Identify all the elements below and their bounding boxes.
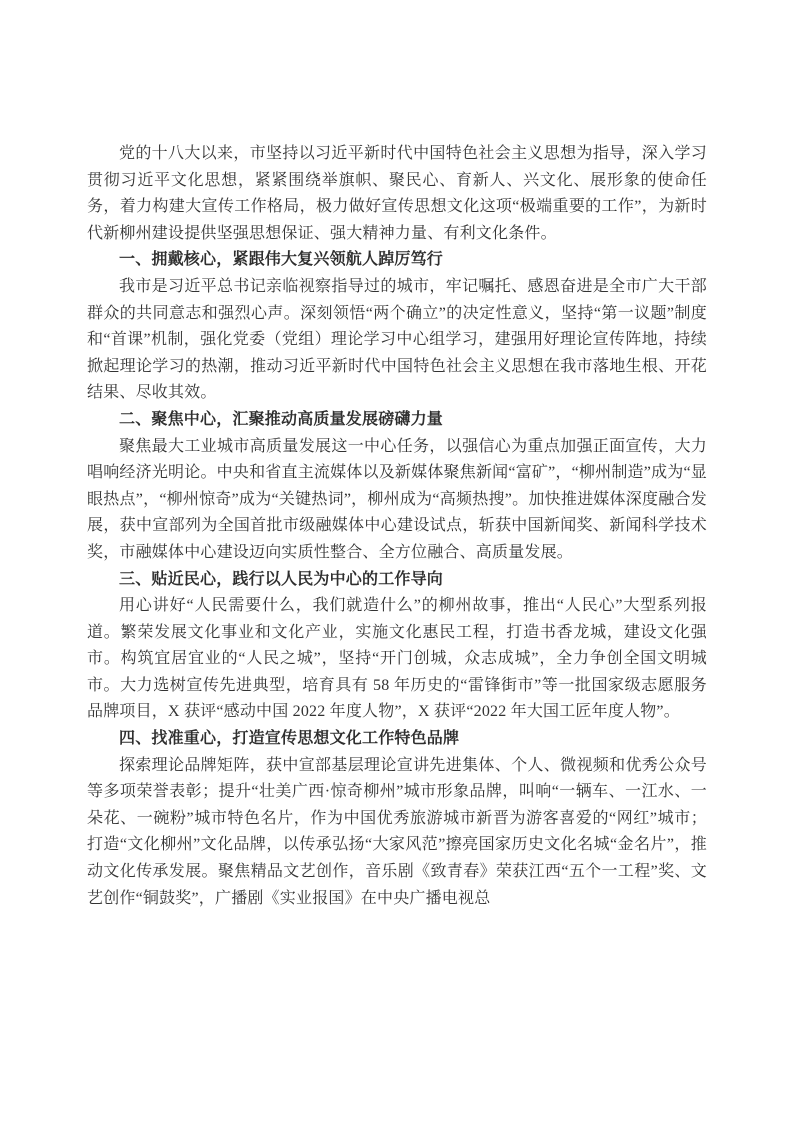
intro-paragraph: 党的十八大以来，市坚持以习近平新时代中国特色社会主义思想为指导，深入学习贯彻习近平文化思想，紧紧围绕举旗帜、聚民心、育新人、兴文化、展形象的使命任务，着力构建大宣传工作格局，极力做好宣传思想文化这项“极端重要的工作”，为新时代新柳州建设提供坚强思想保证、强大精神力量、有利文化条件。 [87,145,707,242]
section-1-paragraph: 我市是习近平总书记亲临视察指导过的城市，牢记嘱托、感恩奋进是全市广大干部群众的共同意志和强烈心声。深刻领悟“两个确立”的决定性意义，坚持“第一议题”制度和“首课”机制，强化党委（党组）理论学习中心组学习，建强用好理论宣传阵地，持续掀起理论学习的热潮，推动习近平新时代中国特色社会主义思想在我市落地生根、开花结果、尽收其效。 [87,277,707,402]
section-3-heading: 三、贴近民心，践行以人民为中心的工作导向 [119,570,444,588]
section-1-heading: 一、拥戴核心，紧跟伟大复兴领航人踔厉笃行 [119,251,444,269]
section-4-paragraph: 探索理论品牌矩阵，获中宣部基层理论宣讲先进集体、个人、微视频和优秀公众号等多项荣誉表彰；提升“壮美广西·惊奇柳州”城市形象品牌，叫响“一辆车、一江水、一朵花、一碗粉”城市特色名片，作为中国优秀旅游城市新晋为游客喜爱的“网红”城市；打造“文化柳州”文化品牌，以传承弘扬“大家风范”擦亮国家历史文化名城“金名片”，推动文化传承发展。聚焦精品文艺创作，音乐剧《致青春》荣获江西“五个一工程”奖、文艺创作“铜鼓奖”，广播剧《实业报国》在中央广播电视总 [87,756,707,907]
section-2-heading: 二、聚焦中心，汇聚推动高质量发展磅礴力量 [119,410,444,428]
document-body [87,141,707,912]
section-3-paragraph: 用心讲好“人民需要什么，我们就造什么”的柳州故事，推出“人民心”大型系列报道。繁荣发展文化事业和文化产业，实施文化惠民工程，打造书香龙城，建设文化强市。构筑宜居宜业的“人民之城”，坚持“开门创城，众志成城”，全力争创全国文明城市。大力选树宣传先进典型，培育具有 58 年历史的“雷锋街市”等一批国家级志愿服务品牌项目，X 获评“感动中国 2022 年度人物”，X 获评“2022 年大国工匠年度人物”。 [87,597,707,721]
section-2-paragraph: 聚焦最大工业城市高质量发展这一中心任务，以强信心为重点加强正面宣传，大力唱响经济光明论。中央和省直主流媒体以及新媒体聚焦新闻“富矿”，“柳州制造”成为“显眼热点”，“柳州惊奇”成为“关键热词”，柳州成为“高频热搜”。加快推进媒体深度融合发展，获中宣部列为全国首批市级融媒体中心建设试点，斩获中国新闻奖、新闻科学技术奖，市融媒体中心建设迈向实质性整合、全方位融合、高质量发展。 [87,437,707,561]
section-4-heading: 四、找准重心，打造宣传思想文化工作特色品牌 [119,730,460,748]
